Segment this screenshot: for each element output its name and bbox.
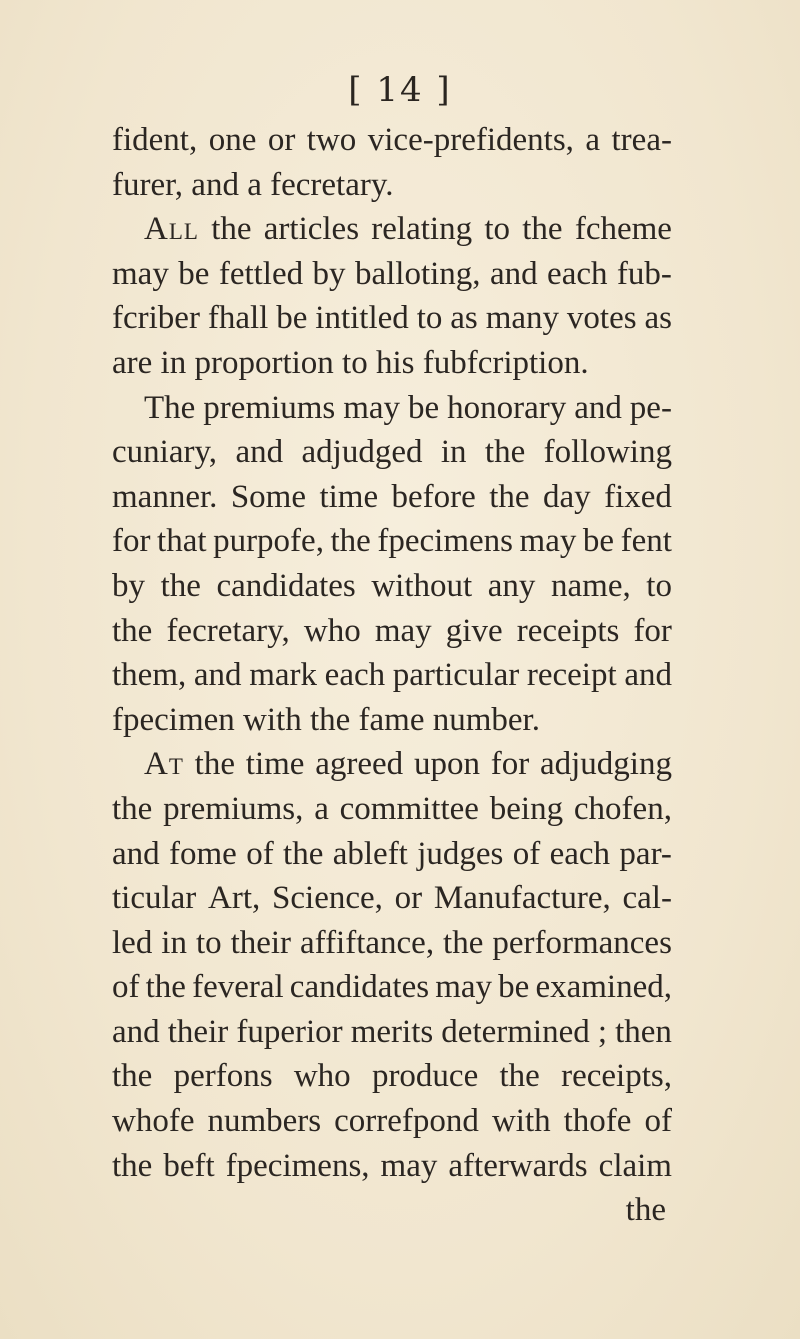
word: receipts [516,612,620,649]
text-line [112,475,672,520]
word: fpecimens [377,523,513,560]
word: judges [417,835,504,872]
word: or [267,122,296,158]
word: Science, [272,880,383,917]
word: in [161,924,187,961]
word: correfpond [334,1103,479,1140]
word: premiums [203,389,336,426]
word: of [644,1103,672,1140]
word: to [416,300,443,337]
word: his [375,344,415,381]
word: one [208,122,257,158]
word: in [440,434,467,471]
word: fubfcription. [422,344,589,381]
word: cal- [622,880,672,917]
word: day [543,478,591,515]
text-line [112,787,672,832]
word: examined, [535,969,672,1006]
text-line [112,252,672,297]
word: by [312,255,346,292]
word: for [490,746,530,783]
word: determined [441,1013,590,1050]
word: chofen, [573,790,672,827]
word: the [283,835,324,872]
word: of [112,969,140,1006]
word: that [157,523,207,560]
word: Manufacture, [433,880,611,917]
small-caps-lead: All [144,211,199,248]
word: ; [597,1013,607,1050]
word: the [194,746,235,783]
word: to [195,924,222,961]
text-line [112,698,672,743]
word: fpecimens, [225,1147,370,1184]
text-line [112,921,672,966]
word: the [443,924,484,961]
word: fcheme [574,211,672,248]
word: fettled [218,255,304,292]
word: and [574,389,622,426]
word: cuniary, [112,434,218,471]
word: Some [230,478,306,515]
word: the [112,790,153,827]
word: for [112,523,151,560]
word: relating [371,211,473,248]
word: particular [392,657,520,694]
word: and [235,434,284,471]
word: with [243,701,302,738]
word: the [112,612,153,649]
word: fpecimen [112,701,235,738]
word: adjudging [539,746,672,783]
word: numbers [207,1103,322,1140]
word: thofe [563,1103,632,1140]
word: votes [566,300,637,337]
word: by [112,567,145,604]
word: furer, [112,166,184,203]
word: as [644,300,672,337]
word: a [247,166,262,203]
word: claim [598,1147,672,1184]
word: affiftance, [300,924,435,961]
word: the [484,434,526,471]
word: the [112,1058,153,1095]
word: pe- [629,389,672,426]
word: a [314,790,329,827]
text-line [112,207,672,252]
word: who [303,612,361,649]
text-line [112,1099,672,1144]
word: or [394,880,423,917]
word: are [112,344,153,381]
word: committee [339,790,479,827]
word: with [491,1103,551,1140]
word: be [178,255,210,292]
word: may [380,1147,438,1184]
word: ableft [332,835,408,872]
word: and [193,657,242,694]
word: fhall [207,300,269,337]
word: upon [413,746,480,783]
page-number: [ 14 ] [348,70,452,110]
text-line [112,430,672,475]
word: par- [619,835,672,872]
word: any [487,567,536,604]
word: the [211,211,252,248]
word: time [245,746,305,783]
word: be [276,300,308,337]
word: them, [112,657,187,694]
word: their [230,924,292,961]
word: the [499,1058,540,1095]
word: premiums, [163,790,304,827]
body-text [112,118,672,1233]
word: ticular [112,880,197,917]
word: of [246,835,274,872]
word: The [144,389,196,426]
word: be [407,389,440,426]
text-line [112,163,672,208]
word: time [319,478,379,515]
word: fame [358,701,425,738]
word: be [582,523,615,560]
word: and [191,166,239,203]
word: of [512,835,541,872]
text-line [112,609,672,654]
word: led [112,924,153,961]
word: each [549,835,611,872]
word: to [484,211,511,248]
word: performances [492,924,672,961]
word: manner. [112,478,218,515]
text-line [112,341,672,386]
word: whofe [112,1103,195,1140]
word: afterwards [448,1147,588,1184]
text-line [112,653,672,698]
word: mark [249,657,318,694]
text-line [112,742,672,787]
word: agreed [315,746,404,783]
word: the [522,211,563,248]
word: fecretary, [166,612,290,649]
word: the [330,523,371,560]
word: candidates [289,969,430,1006]
word: perfons [173,1058,273,1095]
word: number. [432,701,540,738]
word: in [160,344,187,381]
text-line [112,1144,672,1189]
word: two [306,122,357,158]
word: fent [620,523,672,560]
word: vice-prefidents, [367,122,574,158]
word: produce [371,1058,479,1095]
small-caps-lead: At [144,746,184,783]
word: fident, [112,122,198,158]
word: to [646,567,672,604]
word: may [374,612,432,649]
text-line [112,965,672,1010]
word: without [371,567,473,604]
word: balloting, [354,255,481,292]
text-line [112,296,672,341]
word: the [145,969,186,1006]
text-line [112,832,672,877]
word: adjudged [301,434,423,471]
word: each [324,657,386,694]
word: the [309,701,351,738]
catchword [112,1188,672,1233]
catchword-text: the [625,1192,666,1229]
word: proportion [194,344,334,381]
word: a [585,122,601,158]
word: the [112,1147,153,1184]
word: intitled [315,300,409,337]
word: fome [169,835,237,872]
word: their [167,1013,229,1050]
word: honorary [447,389,567,426]
word: receipts, [561,1058,672,1095]
text-line [112,118,672,163]
word: each [547,255,608,292]
text-line [112,876,672,921]
word: Art, [208,880,261,917]
word: fcriber [112,300,200,337]
word: may [343,389,401,426]
word: many [485,300,560,337]
word: the [160,567,201,604]
word: before [391,478,476,515]
word: fuperior [236,1013,343,1050]
word: fub- [616,255,672,292]
word: and [112,835,160,872]
word: beft [163,1147,215,1184]
word: fixed [604,478,672,515]
word: trea- [611,122,672,158]
word: feveral [192,969,284,1006]
word: purpofe, [213,523,324,560]
text-line [112,519,672,564]
text-line [112,1054,672,1099]
word: receipt [526,657,617,694]
word: as [450,300,478,337]
text-line [112,386,672,431]
word: who [293,1058,351,1095]
text-line [112,564,672,609]
word: give [445,612,503,649]
word: may [112,255,169,292]
word: fecretary. [270,166,394,203]
word: and [624,657,672,694]
word: candidates [216,567,356,604]
word: may [435,969,493,1006]
word: to [342,344,368,381]
word: being [489,790,564,827]
word: following [543,434,672,471]
word: articles [263,211,360,248]
word: for [633,612,672,649]
word: be [498,969,530,1006]
text-line [112,1010,672,1055]
word: name, [551,567,631,604]
word: and [112,1013,160,1050]
word: may [519,523,577,560]
word: the [489,478,530,515]
word: and [489,255,538,292]
word: merits [350,1013,434,1050]
word: then [615,1013,672,1050]
